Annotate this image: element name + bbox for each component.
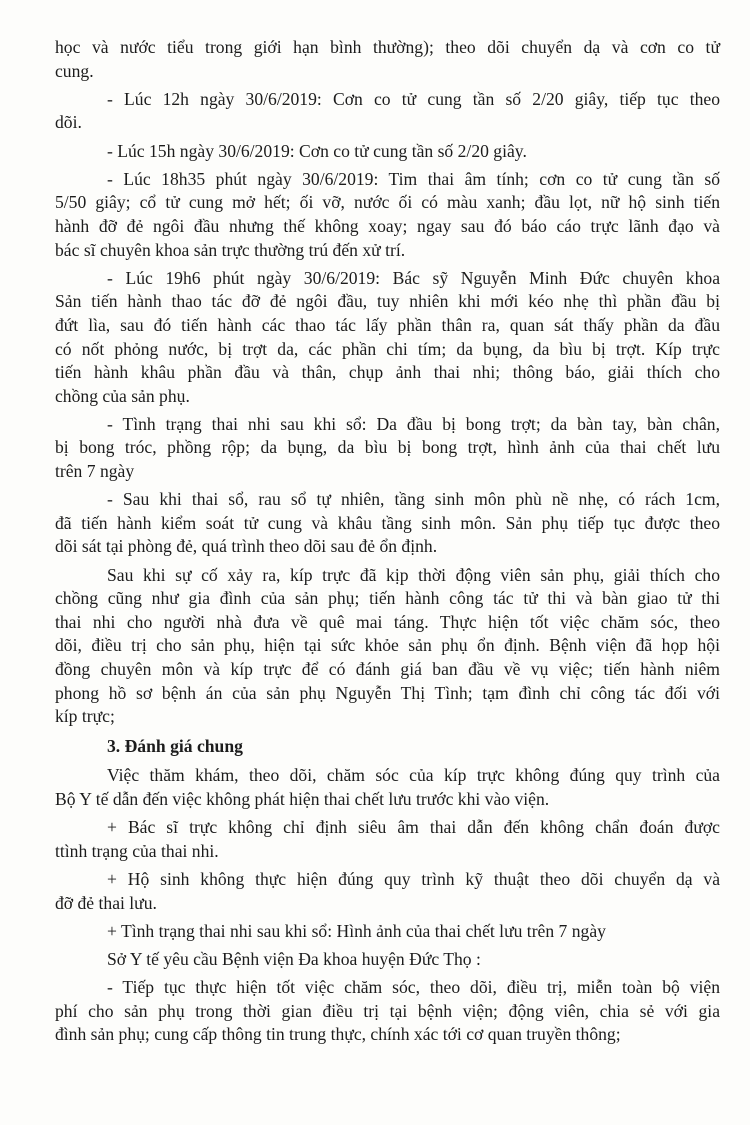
text-line: Sau khi sự cố xảy ra, kíp trực đã kịp thời động viên sản phụ, giải thích cho: [107, 564, 720, 585]
text-line: đã tiến hành kiểm soát tử cung và khâu tầng sinh môn. Sản phụ tiếp tục được theo: [55, 512, 720, 533]
text-line: phí cho sản phụ trong thời gian điều trị tại bệnh viện; động viên, chia sẻ với gia: [55, 1000, 720, 1021]
text-line: ttình trạng của thai nhi.: [55, 840, 219, 861]
text-line: Sản tiến hành thao tác đỡ đẻ ngôi đầu, tuy nhiên khi mới kéo nhẹ thì phần đầu bị: [55, 291, 720, 312]
text-line: thai nhi cho người nhà đưa về quê mai táng. Thực hiện tốt việc chăm sóc, theo: [55, 611, 720, 632]
document-page: [55, 36, 720, 1047]
paragraph: [55, 948, 720, 972]
text-line: đỡ đẻ thai lưu.: [55, 892, 157, 913]
text-line: + Hộ sinh không thực hiện đúng quy trình kỹ thuật theo dõi chuyển dạ và: [107, 868, 720, 889]
text-line: - Lúc 18h35 phút ngày 30/6/2019: Tim thai âm tính; cơn co tử cung tần số: [107, 168, 720, 189]
paragraph: [55, 140, 720, 164]
paragraph: [55, 920, 720, 944]
text-line: cung.: [55, 60, 94, 81]
paragraph: [55, 88, 720, 135]
text-line: tiến hành khâu phần đầu và thân, chụp ảnh thai nhi; thông báo, giải thích cho: [55, 362, 720, 383]
text-line: Bộ Y tế dẫn đến việc không phát hiện thai chết lưu trước khi vào viện.: [55, 788, 550, 809]
text-line: - Lúc 19h6 phút ngày 30/6/2019: Bác sỹ Nguyễn Minh Đức chuyên khoa: [107, 267, 720, 288]
text-line: bác sĩ chuyên khoa sản trực thường trú đến xử trí.: [55, 239, 406, 260]
text-line: chồng của sản phụ.: [55, 385, 190, 406]
paragraph: [55, 868, 720, 915]
text-line: + Bác sĩ trực không chỉ định siêu âm thai dẫn đến không chẩn đoán được: [107, 817, 720, 838]
paragraph: [55, 764, 720, 811]
text-line: chồng cũng như gia đình của sản phụ; tiến hành công tác tử thi và bàn giao tử thi: [55, 588, 720, 609]
text-line: trên 7 ngày: [55, 461, 135, 482]
text-line: + Tình trạng thai nhi sau khi sổ: Hình ảnh của thai chết lưu trên 7 ngày: [107, 920, 606, 941]
text-line: dõi.: [55, 112, 82, 133]
text-line: kíp trực;: [55, 706, 115, 727]
section-heading: [55, 735, 720, 759]
text-line: hành đỡ đẻ ngôi đầu nhưng thế không xoay; ngay sau đó báo cáo trực lãnh đạo và: [55, 215, 720, 236]
text-line: - Lúc 15h ngày 30/6/2019: Cơn co tử cung tần số 2/20 giây.: [107, 140, 527, 161]
text-line: đình sản phụ; cung cấp thông tin trung thực, chính xác tới cơ quan truyền thông;: [55, 1024, 621, 1045]
paragraph: [55, 36, 720, 83]
text-line: có nốt phỏng nước, bị trợt da, các phần chi tím; da bụng, da bìu bị trợt. Kíp trực: [55, 338, 720, 359]
text-line: Sở Y tế yêu cầu Bệnh viện Đa khoa huyện Đức Thọ :: [107, 948, 481, 969]
text-line: phong hồ sơ bệnh án của sản phụ Nguyễn Thị Tình; tạm đình chỉ công tác đối với: [55, 682, 720, 703]
text-line: học và nước tiểu trong giới hạn bình thường); theo dõi chuyển dạ và cơn co tử: [55, 37, 720, 57]
paragraph: [55, 168, 720, 262]
text-line: 3. Đánh giá chung: [107, 735, 243, 756]
text-line: dõi, điều trị cho sản phụ, hiện tại sức khỏe sản phụ ổn định. Bệnh viện đã họp hội: [55, 635, 720, 656]
paragraph: [55, 488, 720, 559]
text-line: - Lúc 12h ngày 30/6/2019: Cơn co tử cung tần số 2/20 giây, tiếp tục theo: [107, 88, 720, 109]
text-line: đồng chuyên môn và kíp trực để có đánh giá ban đầu về vụ việc; tiến hành niêm: [55, 659, 720, 679]
text-line: 5/50 giây; cổ tử cung mở hết; ối vỡ, nước ối có màu xanh; đầu lọt, nữ hộ sinh tiến: [55, 192, 720, 213]
text-line: - Sau khi thai sổ, rau sổ tự nhiên, tầng sinh môn phù nề nhẹ, có rách 1cm,: [107, 489, 720, 510]
paragraph: [55, 816, 720, 863]
text-line: bị bong tróc, phồng rộp; da bụng, da bìu bị bong trợt, hình ảnh của thai chết lưu: [55, 437, 720, 458]
paragraph: [55, 976, 720, 1047]
paragraph: [55, 413, 720, 484]
text-line: đứt lìa, sau đó tiến hành các thao tác lấy phần thân ra, quan sát thấy phần da đầu: [55, 314, 720, 335]
text-line: dõi sát tại phòng đẻ, quá trình theo dõi sau đẻ ổn định.: [55, 536, 438, 557]
paragraph: [55, 564, 720, 729]
text-line: Việc thăm khám, theo dõi, chăm sóc của kíp trực không đúng quy trình của: [107, 765, 720, 786]
paragraph: [55, 267, 720, 409]
text-line: - Tiếp tục thực hiện tốt việc chăm sóc, theo dõi, điều trị, miễn toàn bộ viện: [107, 977, 720, 998]
text-line: - Tình trạng thai nhi sau khi sổ: Da đầu bị bong trợt; da bàn tay, bàn chân,: [107, 413, 720, 434]
